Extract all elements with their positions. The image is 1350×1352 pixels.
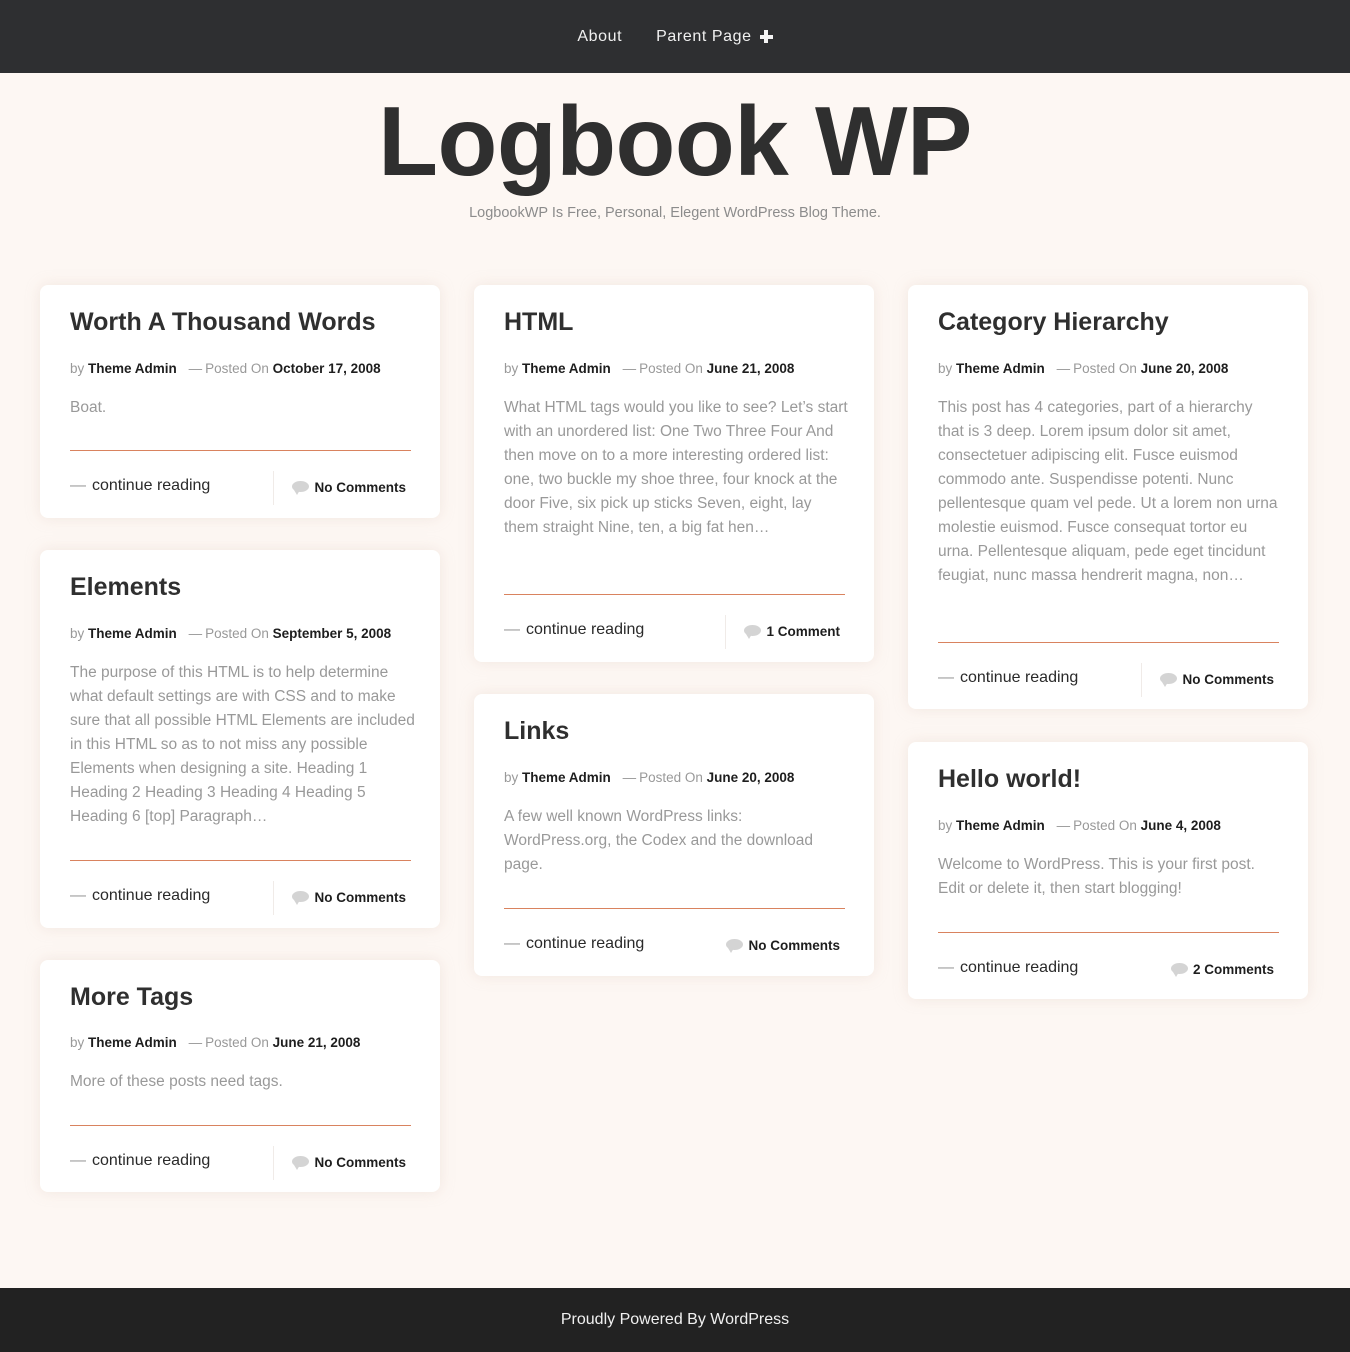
footer-credit[interactable]: Proudly Powered By WordPress xyxy=(560,1311,790,1328)
post-excerpt: A few well known WordPress links: WordPress.org, the Codex and the download page. xyxy=(504,808,814,873)
continue-reading-link[interactable] xyxy=(938,958,1078,978)
top-navigation xyxy=(0,0,1350,73)
post-title[interactable]: More Tags xyxy=(70,983,194,1011)
post-date[interactable]: June 4, 2008 xyxy=(1140,818,1221,833)
comments-link[interactable] xyxy=(726,937,840,955)
divider xyxy=(504,908,845,909)
footer-divider xyxy=(273,881,274,915)
post-meta xyxy=(504,769,794,787)
nav-item-about[interactable]: About xyxy=(577,27,623,45)
continue-reading-link[interactable] xyxy=(70,1151,210,1171)
post-meta xyxy=(938,360,1228,378)
post-card xyxy=(40,960,440,1192)
comments-count: No Comments xyxy=(748,938,840,953)
post-author[interactable]: Theme Admin xyxy=(956,361,1045,376)
continue-dash: — xyxy=(938,959,954,976)
post-meta xyxy=(70,625,391,643)
speech-bubble-icon xyxy=(744,625,761,639)
by-label: by xyxy=(938,361,953,376)
continue-dash: — xyxy=(70,1152,86,1169)
posted-on-label: Posted On xyxy=(1073,361,1137,376)
speech-bubble-icon xyxy=(292,481,309,495)
posted-on-label: Posted On xyxy=(639,361,703,376)
comments-link[interactable] xyxy=(292,1154,406,1172)
divider xyxy=(70,860,411,861)
meta-dash: — xyxy=(188,1035,203,1050)
post-excerpt: Welcome to WordPress. This is your first post. Edit or delete it, then start blogging! xyxy=(938,856,1255,897)
post-meta xyxy=(504,360,794,378)
meta-dash: — xyxy=(188,361,203,376)
post-title[interactable]: HTML xyxy=(504,308,574,336)
speech-bubble-icon xyxy=(1160,673,1177,687)
post-author[interactable]: Theme Admin xyxy=(88,361,177,376)
continue-reading-link[interactable] xyxy=(938,668,1078,688)
posted-on-label: Posted On xyxy=(205,361,269,376)
continue-dash: — xyxy=(504,621,520,638)
post-card xyxy=(908,742,1308,999)
post-title[interactable]: Links xyxy=(504,717,570,745)
comments-count: No Comments xyxy=(314,890,406,905)
post-date[interactable]: June 21, 2008 xyxy=(272,1035,361,1050)
footer-divider xyxy=(725,615,726,649)
meta-dash: — xyxy=(1056,818,1071,833)
post-card xyxy=(40,550,440,928)
continue-reading-label: continue reading xyxy=(92,1152,211,1169)
comments-link[interactable] xyxy=(1171,961,1274,979)
comments-count: 1 Comment xyxy=(766,624,840,639)
post-excerpt: The purpose of this HTML is to help determine what default settings are with CSS and to make sure that all possible HTML Elements are included in this HTML so as to not miss any possible Elements when designing a site. Heading 1 Heading 2 Heading 3 Heading 4 Heading 5 Heading 6 [top] Paragraph… xyxy=(70,664,415,825)
nav-item-parent-page[interactable] xyxy=(656,28,773,46)
by-label: by xyxy=(504,361,519,376)
post-author[interactable]: Theme Admin xyxy=(88,626,177,641)
divider xyxy=(938,642,1279,643)
post-card xyxy=(474,694,874,976)
post-card xyxy=(908,285,1308,709)
post-date[interactable]: June 20, 2008 xyxy=(1140,361,1229,376)
nav-item-label: Parent Page xyxy=(656,27,752,45)
speech-bubble-icon xyxy=(1171,963,1188,977)
by-label: by xyxy=(938,818,953,833)
meta-dash: — xyxy=(622,361,637,376)
post-title[interactable]: Hello world! xyxy=(938,765,1082,793)
post-meta xyxy=(70,360,381,378)
continue-reading-label: continue reading xyxy=(960,669,1079,686)
comments-count: No Comments xyxy=(1182,672,1274,687)
comments-count: 2 Comments xyxy=(1192,962,1274,977)
by-label: by xyxy=(504,770,519,785)
plus-icon[interactable] xyxy=(760,30,773,43)
footer-divider xyxy=(1141,663,1142,697)
continue-reading-label: continue reading xyxy=(92,477,211,494)
divider xyxy=(70,450,411,451)
speech-bubble-icon xyxy=(726,939,743,953)
speech-bubble-icon xyxy=(292,1156,309,1170)
continue-reading-link[interactable] xyxy=(70,886,210,906)
post-excerpt: What HTML tags would you like to see? Let’s start with an unordered list: One Two Three Four And then move on to a more interesting ordered list: one, two buckle my shoe three, four knock at the door Five, six pick up sticks Seven, eight, lay them straight Nine, ten, a big fat hen… xyxy=(504,399,848,536)
post-author[interactable]: Theme Admin xyxy=(88,1035,177,1050)
post-card xyxy=(474,285,874,662)
comments-count: No Comments xyxy=(314,1155,406,1170)
post-excerpt: More of these posts need tags. xyxy=(70,1073,283,1090)
post-title[interactable]: Worth A Thousand Words xyxy=(70,308,376,336)
post-meta xyxy=(70,1034,360,1052)
continue-reading-label: continue reading xyxy=(526,935,645,952)
comments-link[interactable] xyxy=(744,623,840,641)
post-date[interactable]: June 21, 2008 xyxy=(706,361,795,376)
meta-dash: — xyxy=(1056,361,1071,376)
post-date[interactable]: October 17, 2008 xyxy=(272,361,381,376)
continue-reading-link[interactable] xyxy=(504,934,644,954)
divider xyxy=(70,1125,411,1126)
post-excerpt: Boat. xyxy=(70,399,107,416)
post-date[interactable]: June 20, 2008 xyxy=(706,770,795,785)
post-meta xyxy=(938,817,1221,835)
divider xyxy=(504,594,845,595)
posted-on-label: Posted On xyxy=(639,770,703,785)
meta-dash: — xyxy=(622,770,637,785)
comments-link[interactable] xyxy=(292,889,406,907)
comments-link[interactable] xyxy=(1160,671,1274,689)
continue-reading-link[interactable] xyxy=(504,620,644,640)
post-author[interactable]: Theme Admin xyxy=(522,770,611,785)
continue-dash: — xyxy=(70,887,86,904)
by-label: by xyxy=(70,361,85,376)
post-card xyxy=(40,285,440,518)
site-description: LogbookWP Is Free, Personal, Elegent WordPress Blog Theme. xyxy=(469,205,881,221)
continue-reading-label: continue reading xyxy=(960,959,1079,976)
divider xyxy=(938,932,1279,933)
continue-dash: — xyxy=(504,935,520,952)
footer-divider xyxy=(273,1146,274,1180)
meta-dash: — xyxy=(188,626,203,641)
post-title[interactable]: Category Hierarchy xyxy=(938,308,1169,336)
continue-dash: — xyxy=(938,669,954,686)
speech-bubble-icon xyxy=(292,891,309,905)
site-title[interactable]: Logbook WP xyxy=(378,86,972,196)
footer-divider xyxy=(273,471,274,505)
posted-on-label: Posted On xyxy=(205,626,269,641)
posted-on-label: Posted On xyxy=(205,1035,269,1050)
posted-on-label: Posted On xyxy=(1073,818,1137,833)
comments-count: No Comments xyxy=(314,480,406,495)
site-footer xyxy=(0,1288,1350,1352)
post-excerpt: This post has 4 categories, part of a hierarchy that is 3 deep. Lorem ipsum dolor sit amet, consectetuer adipiscing elit. Fusce euismod commodo ante. Suspendisse potenti. Nunc pellentesque quam vel pede. Ut a lorem non urna molestie euismod. Fusce consequat tortor eu urna. Pellentesque aliquam, pede eget tincidunt feugiat, nunc massa hendrerit magna, non… xyxy=(938,399,1278,584)
by-label: by xyxy=(70,626,85,641)
continue-reading-label: continue reading xyxy=(92,887,211,904)
continue-reading-link[interactable] xyxy=(70,476,210,496)
post-author[interactable]: Theme Admin xyxy=(522,361,611,376)
post-title[interactable]: Elements xyxy=(70,573,182,601)
continue-dash: — xyxy=(70,477,86,494)
by-label: by xyxy=(70,1035,85,1050)
post-author[interactable]: Theme Admin xyxy=(956,818,1045,833)
comments-link[interactable] xyxy=(292,479,406,497)
continue-reading-label: continue reading xyxy=(526,621,645,638)
post-date[interactable]: September 5, 2008 xyxy=(272,626,392,641)
